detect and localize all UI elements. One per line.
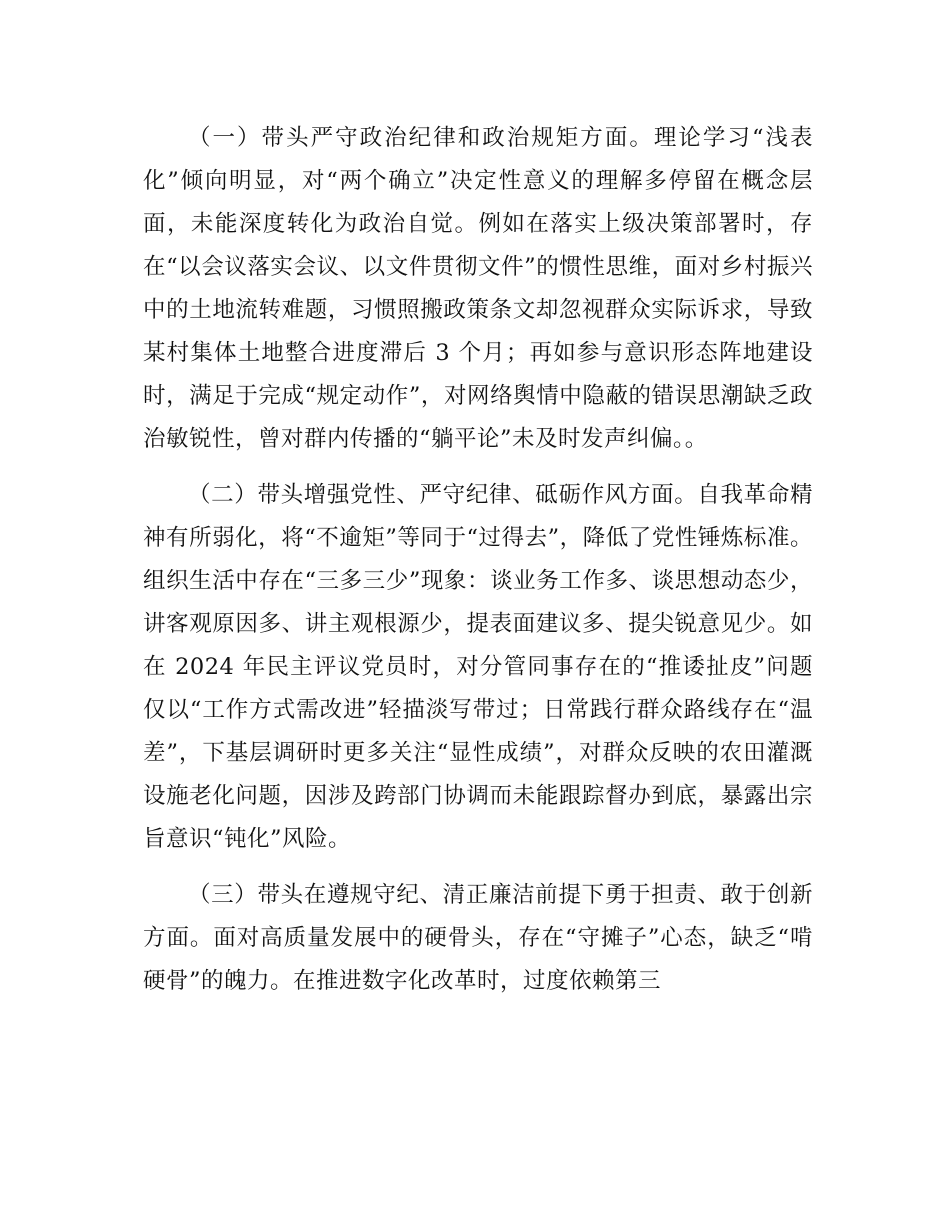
paragraph-1: （一）带头严守政治纪律和政治规矩方面。理论学习“浅表化”倾向明显，对“两个确立”决定性意义的理解多停留在概念层面，未能深度转化为政治自觉。例如在落实上级决策部署时，存在“以会议落实会议、以文件贯彻文件”的惯性思维，面对乡村振兴中的土地流转难题，习惯照搬政策条文却忽视群众实际诉求，导致某村集体土地整合进度滞后 3 个月；再如参与意识形态阵地建设时，满足于完成“规定动作”，对网络舆情中隐蔽的错误思潮缺乏政治敏锐性，曾对群内传播的“躺平论”未及时发声纠偏。。 [143, 125, 813, 452]
document-body [143, 117, 813, 1016]
paragraph-2: （二）带头增强党性、严守纪律、砥砺作风方面。自我革命精神有所弱化，将“不逾矩”等同于“过得去”，降低了党性锤炼标准。组织生活中存在“三多三少”现象：谈业务工作多、谈思想动态少，讲客观原因多、讲主观根源少，提表面建议多、提尖锐意见少。如在 2024 年民主评议党员时，对分管同事存在的“推诿扯皮”问题仅以“工作方式需改进”轻描淡写带过；日常践行群众路线存在“温差”，下基层调研时更多关注“显性成绩”，对群众反映的农田灌溉设施老化问题，因涉及跨部门协调而未能跟踪督办到底，暴露出宗旨意识“钝化”风险。 [143, 482, 813, 852]
paragraph-3: （三）带头在遵规守纪、清正廉洁前提下勇于担责、敢于创新方面。面对高质量发展中的硬骨头，存在“守摊子”心态，缺乏“啃硬骨”的魄力。在推进数字化改革时，过度依赖第三 [143, 882, 813, 994]
